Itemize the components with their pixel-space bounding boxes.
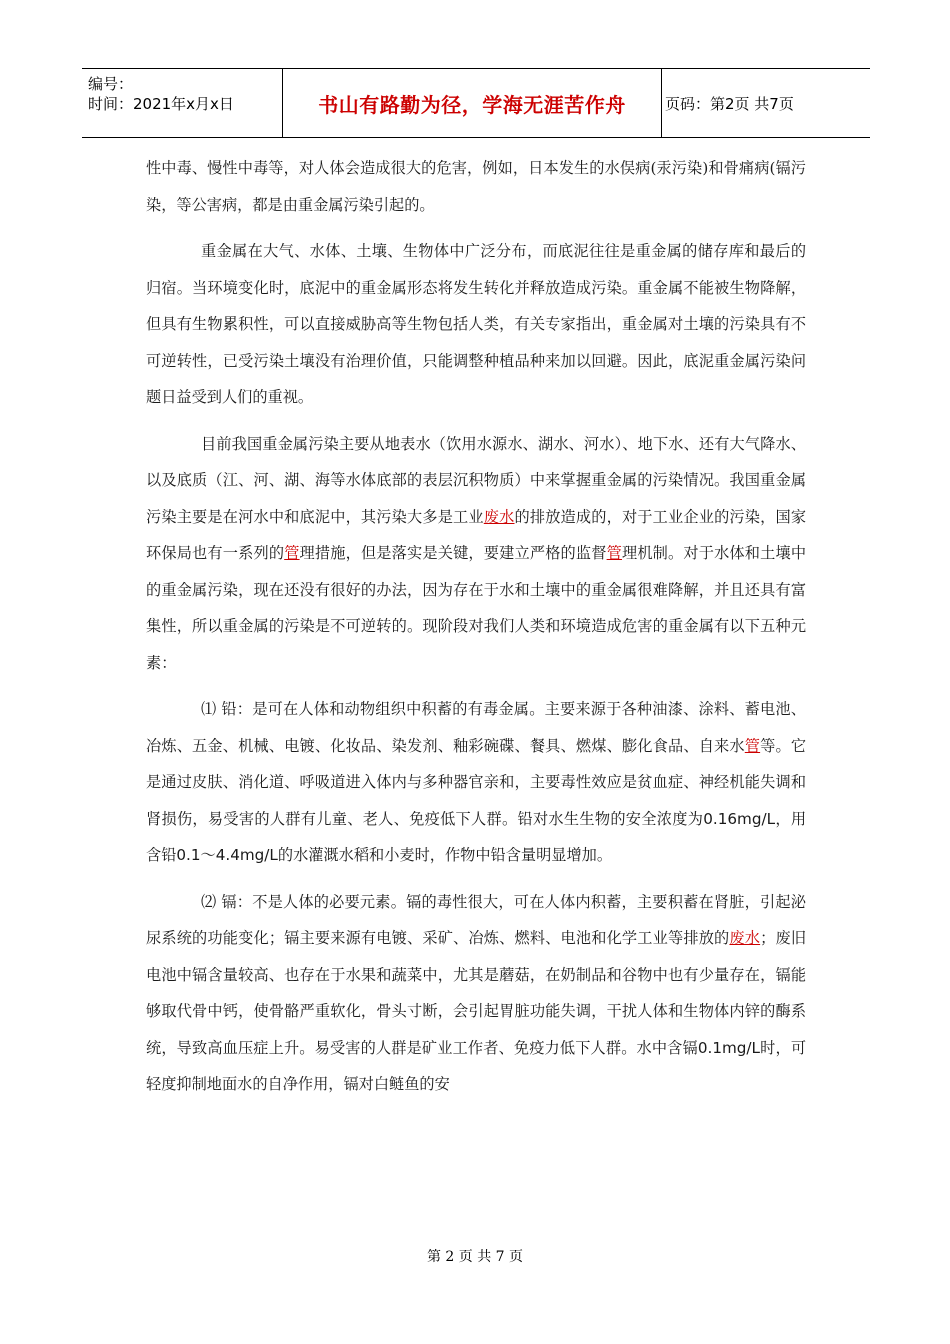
paragraph-text: 理机制。对于水体和土壤中的重金属污染，现在还没有很好的办法，因为存在于水和土壤中的重金属很难降解，并且还具有富集性，所以重金属的污染是不可逆转的。现阶段对我们人类和环境造成危害的重金属有以下五种元素： — [146, 544, 807, 672]
keyword-link[interactable]: 废水 — [483, 507, 515, 526]
time-label: 时间：2021年x月x日 — [88, 95, 234, 113]
footer-page-number: 第 2 页 共 7 页 — [426, 1249, 524, 1265]
paragraph-2 — [146, 233, 806, 416]
paragraph-text: 重金属在大气、水体、土壤、生物体中广泛分布，而底泥往往是重金属的储存库和最后的归宿。当环境变化时，底泥中的重金属形态将发生转化并释放造成污染。重金属不能被生物降解，但具有生物累积性，可以直接威胁高等生物包括人类，有关专家指出，重金属对土壤的污染具有不可逆转性，已受污染土壤没有治理价值，只能调整种植品种来加以回避。因此，底泥重金属污染问题日益受到人们的重视。 — [146, 242, 806, 406]
paragraph-text: ⑵ 镉：不是人体的必要元素。镉的毒性很大，可在人体内积蓄，主要积蓄在肾脏，引起泌尿系统的功能变化；镉主要来源有电镀、采矿、冶炼、燃料、电池和化学工业等排放的 — [146, 892, 806, 947]
paragraph-text: 的水灌溉水稻和小麦时，作物中铅含量明显增加。 — [277, 846, 613, 864]
page-footer — [0, 1246, 950, 1266]
concentration-value: 0.1mg/L — [697, 1038, 761, 1057]
paragraph-text: ⑴ 铅：是可在人体和动物组织中积蓄的有毒金属。主要来源于各种油漆、涂料、蓄电池、冶炼、五金、机械、电镀、化妆品、染发剂、釉彩碗碟、餐具、燃煤、膨化食品、自来水 — [146, 700, 806, 755]
paragraph-text: ，用含铅 — [146, 809, 807, 864]
concentration-value: 0.16mg/L — [703, 809, 776, 828]
header-page-cell — [662, 69, 873, 137]
document-body — [146, 150, 806, 1113]
paragraph-3 — [146, 426, 806, 682]
motto-text: 书山有路勤为径，学海无涯苦作舟 — [318, 92, 626, 117]
paragraph-text: ；废旧电池中镉含量较高、也存在于水果和蔬菜中，尤其是蘑菇，在奶制品和谷物中也有少量存在，镉能够取代骨中钙，使骨骼严重软化，骨头寸断，会引起胃脏功能失调，干扰人体和生物体内锌的酶系统，导致高血压症上升。易受害的人群是矿业工作者、免疫力低下人群。水中含镉 — [146, 929, 807, 1057]
keyword-link[interactable]: 管 — [284, 544, 300, 562]
page-info: 页码：第2页 共7页 — [665, 94, 794, 113]
paragraph-text: 等。它是通过皮肤、消化道、呼吸道进入体内与多种器官亲和，主要毒性效应是贫血症、神经机能失调和肾损伤，易受害的人群有儿童、老人、免疫低下人群。铅对水生生物的安全浓度为 — [146, 736, 807, 828]
paragraph-text: 目前我国重金属污染主要从地表水（饮用水源水、湖水、河水）、地下水、还有大气降水、以及底质（江、河、湖、海等水体底部的表层沉积物质）中来掌握重金属的污染情况。我国重金属污染主要是在河水中和底泥中，其污染大多是工业 — [146, 434, 806, 526]
paragraph-text: 性中毒、慢性中毒等，对人体会造成很大的危害，例如，日本发生的水俣病(汞污染)和骨痛病(镉污染，等公害病，都是由重金属污染引起的。 — [146, 159, 806, 214]
keyword-link[interactable]: 管 — [744, 736, 761, 755]
header-motto-cell — [283, 69, 662, 137]
concentration-value: 0.1～4.4mg/L — [176, 846, 278, 864]
paragraph-text: 的排放造成的，对于工业企业的污染，国家环保局也有一系列的 — [146, 507, 807, 562]
paragraph-lead — [146, 691, 806, 874]
paragraph-cadmium — [146, 884, 806, 1103]
keyword-link[interactable]: 管 — [606, 544, 622, 562]
page-header — [82, 68, 870, 138]
paragraph-text: 理措施，但是落实是关键，要建立严格的监督 — [299, 544, 607, 562]
keyword-link[interactable]: 废水 — [729, 929, 761, 947]
paragraph-1 — [146, 150, 806, 223]
header-meta-cell — [82, 69, 283, 137]
code-label: 编号： — [88, 75, 134, 93]
paragraph-text: 时，可轻度抑制地面水的自净作用，镉对白鲢鱼的安 — [146, 1038, 807, 1093]
